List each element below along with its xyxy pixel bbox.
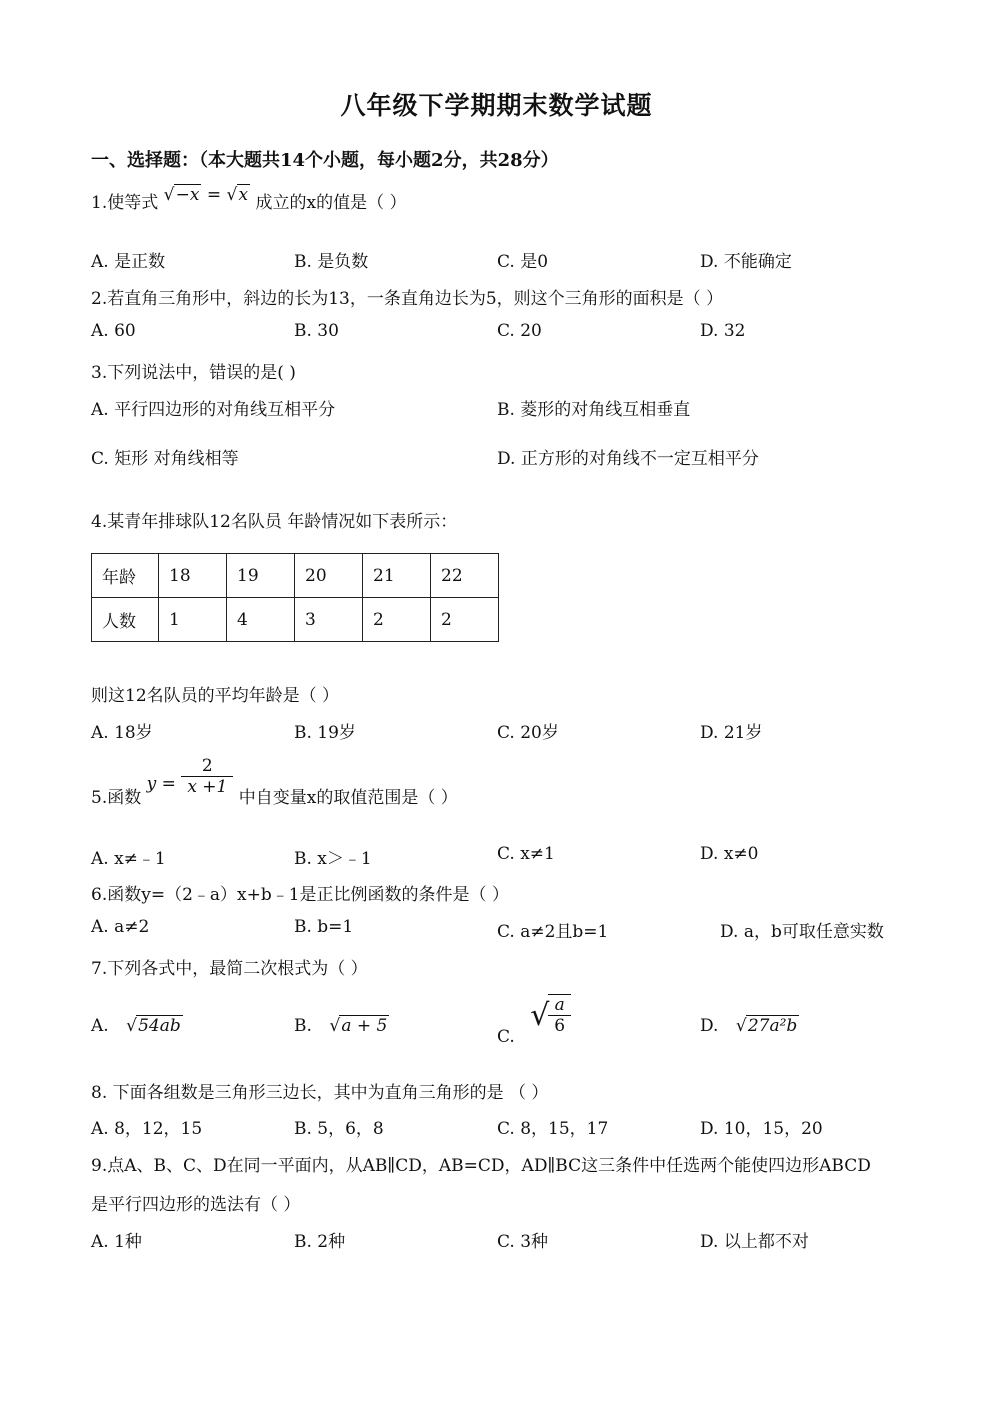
q4-option-a[interactable]: A. 18岁 xyxy=(91,723,153,743)
radical-sign-icon: √ xyxy=(530,998,550,1033)
q5-y-equals: y = xyxy=(146,774,176,794)
q7-option-b[interactable] xyxy=(294,1016,389,1036)
q6-option-a[interactable]: A. a≠2 xyxy=(91,917,150,937)
table-cell: 18 xyxy=(159,554,227,598)
q5-prefix: 5.函数 xyxy=(91,788,142,808)
table-cell: 20 xyxy=(295,554,363,598)
question-1 xyxy=(91,185,407,213)
q5-option-b[interactable]: B. x＞﹣1 xyxy=(294,849,372,869)
q5-fraction: $\frac{2}{x +1}$ xyxy=(181,756,233,797)
page-title: 八年级下学期期末数学试题 xyxy=(340,91,653,120)
question-8: 8. 下面各组数是三角形三边长，其中为直角三角形的是 （ ） xyxy=(91,1083,549,1103)
q7-b-radical: √ a + 5 xyxy=(329,1016,388,1036)
q7-option-c[interactable] xyxy=(497,994,571,1047)
q1-option-a[interactable]: A. 是正数 xyxy=(91,252,166,272)
q7-a-radical: √ 54ab xyxy=(126,1016,181,1036)
question-4-prompt: 则这12名队员的平均年龄是（ ） xyxy=(91,686,340,706)
table-cell: 19 xyxy=(227,554,295,598)
q4-option-b[interactable]: B. 19岁 xyxy=(294,723,356,743)
q3-option-b[interactable]: B. 菱形的对角线互相垂直 xyxy=(497,400,691,420)
table-cell: 2 xyxy=(431,598,499,642)
q1-option-b[interactable]: B. 是负数 xyxy=(294,252,369,272)
q4-option-d[interactable]: D. 21岁 xyxy=(700,723,763,743)
q3-option-d[interactable]: D. 正方形的对角线不一定互相平分 xyxy=(497,449,759,469)
q8-option-b[interactable]: B. 5，6，8 xyxy=(294,1119,384,1139)
q4-option-c[interactable]: C. 20岁 xyxy=(497,723,559,743)
q6-option-d[interactable]: D. a，b可取任意实数 xyxy=(720,922,884,942)
equals-sign: = xyxy=(206,185,222,205)
q2-option-c[interactable]: C. 20 xyxy=(497,321,542,341)
question-7: 7.下列各式中，最简二次根式为（ ） xyxy=(91,959,368,979)
question-5 xyxy=(91,756,458,808)
table-cell: 3 xyxy=(295,598,363,642)
option-label: B. xyxy=(294,1016,312,1036)
q6-option-c[interactable]: C. a≠2且b=1 xyxy=(497,922,609,942)
q1-suffix: 成立的x的值是（ ） xyxy=(255,193,407,213)
sqrt-neg-x: √ −x xyxy=(163,185,200,205)
q9-option-c[interactable]: C. 3种 xyxy=(497,1232,549,1252)
q8-option-d[interactable]: D. 10，15，20 xyxy=(700,1119,823,1139)
age-table xyxy=(91,553,499,642)
q2-option-a[interactable]: A. 60 xyxy=(91,321,136,341)
q8-option-c[interactable]: C. 8，15，17 xyxy=(497,1119,609,1139)
table-row xyxy=(92,598,499,642)
table-cell: 年龄 xyxy=(92,554,159,598)
radical-sign-icon: √ xyxy=(226,185,238,205)
table-cell: 2 xyxy=(363,598,431,642)
q3-option-c[interactable]: C. 矩形 对角线相等 xyxy=(91,449,239,469)
option-label: A. xyxy=(91,1016,109,1036)
q6-option-b[interactable]: B. b=1 xyxy=(294,917,354,937)
q5-option-d[interactable]: D. x≠0 xyxy=(700,844,759,864)
q7-option-a[interactable] xyxy=(91,1016,183,1036)
question-4: 4.某青年排球队12名队员 年龄情况如下表所示： xyxy=(91,512,458,532)
table-row xyxy=(92,554,499,598)
q7-c-radical: √ $\frac{a}{6}$ xyxy=(532,994,571,1036)
question-6: 6.函数y=（2﹣a）x+b﹣1是正比例函数的条件是（ ） xyxy=(91,885,509,905)
q8-option-a[interactable]: A. 8，12，15 xyxy=(91,1119,203,1139)
sqrt-x: √ x xyxy=(226,185,249,205)
question-9-line-2: 是平行四边形的选法有（ ） xyxy=(91,1195,301,1215)
radical-sign-icon: √ xyxy=(126,1016,137,1036)
q5-suffix: 中自变量x的取值范围是（ ） xyxy=(238,788,458,808)
radical-sign-icon: √ xyxy=(329,1016,341,1036)
q1-option-c[interactable]: C. 是0 xyxy=(497,252,549,272)
q1-option-d[interactable]: D. 不能确定 xyxy=(700,252,792,272)
table-cell: 21 xyxy=(363,554,431,598)
radical-sign-icon: √ xyxy=(163,185,175,205)
table-cell: 22 xyxy=(431,554,499,598)
q2-option-d[interactable]: D. 32 xyxy=(700,321,746,341)
q1-prefix: 1.使等式 xyxy=(91,193,159,213)
table-cell: 1 xyxy=(159,598,227,642)
q9-option-d[interactable]: D. 以上都不对 xyxy=(700,1232,809,1252)
q5-option-a[interactable]: A. x≠﹣1 xyxy=(91,849,166,869)
option-label: C. xyxy=(497,1026,515,1047)
question-2: 2.若直角三角形中，斜边的长为13，一条直角边长为5，则这个三角形的面积是（ ） xyxy=(91,289,724,309)
option-label: D. xyxy=(700,1016,719,1036)
table-cell: 4 xyxy=(227,598,295,642)
q7-option-d[interactable] xyxy=(700,1016,799,1036)
q3-option-a[interactable]: A. 平行四边形的对角线互相平分 xyxy=(91,400,336,420)
q2-option-b[interactable]: B. 30 xyxy=(294,321,339,341)
section-heading: 一、选择题：（本大题共14个小题，每小题2分，共28分） xyxy=(91,150,559,171)
question-3: 3.下列说法中，错误的是( ) xyxy=(91,363,296,383)
question-9-line-1: 9.点A、B、C、D在同一平面内，从AB∥CD，AB=CD，AD∥BC这三条件中任选两个能使四边形ABCD xyxy=(91,1156,871,1176)
radical-sign-icon: √ xyxy=(735,1016,747,1036)
q7-d-radical: √ 27a²b xyxy=(735,1016,798,1036)
table-cell: 人数 xyxy=(92,598,159,642)
q9-option-a[interactable]: A. 1种 xyxy=(91,1232,142,1252)
q5-option-c[interactable]: C. x≠1 xyxy=(497,844,555,864)
q9-option-b[interactable]: B. 2种 xyxy=(294,1232,346,1252)
